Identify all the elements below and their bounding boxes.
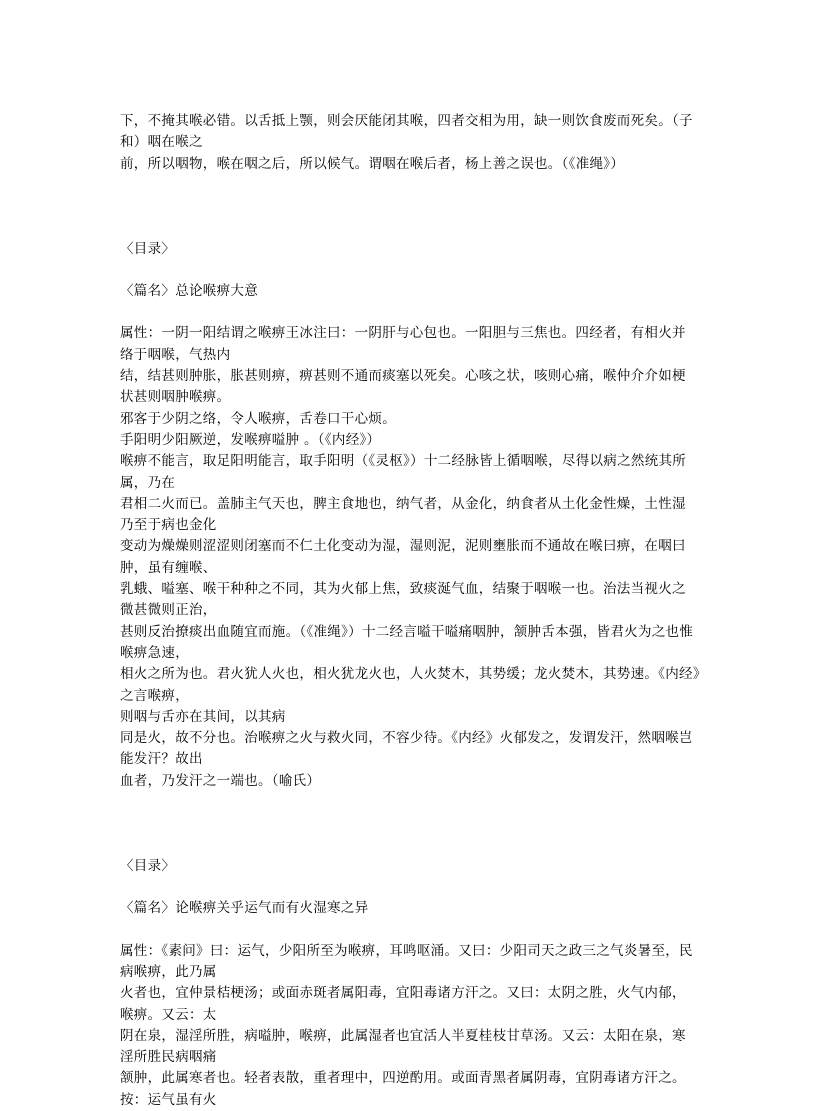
text-line: 邪客于少阴之络，令人喉痹，舌卷口干心烦。	[120, 410, 396, 427]
text-line: 能发汗？故出	[120, 751, 203, 768]
text-line: 火者也，宜仲景桔梗汤；或面赤斑者属阳毒，宜阳毒诸方汗之。又曰：太阴之胜，火气内郁，	[120, 985, 686, 1002]
text-line: 属，乃在	[120, 474, 176, 491]
toc-label: 〈目录〉	[120, 240, 176, 257]
top-fragment	[120, 111, 700, 175]
text-line: 喉痹。又云：太	[120, 1006, 217, 1023]
text-line: 病喉痹，此乃属	[120, 963, 217, 980]
text-line: 相火之所为也。君火犹人火也，相火犹龙火也，人火焚木，其势缓；龙火焚木，其势速。《内经》	[120, 666, 707, 683]
text-line: 下，不掩其喉必错。以舌抵上颚，则会厌能闭其喉，四者交相为用，缺一则饮食废而死矣。（子	[120, 113, 693, 129]
text-line: 按：运气虽有火	[120, 1091, 217, 1108]
text-line: 属性：一阴一阳结谓之喉痹王冰注曰：一阴肝与心包也。一阳胆与三焦也。四经者，有相火并	[120, 325, 686, 342]
text-line: 血者，乃发汗之一端也。（喻氏）	[120, 772, 321, 789]
section-body	[120, 323, 707, 792]
text-line: 微甚微则正治，	[120, 602, 217, 619]
text-line: 阴在泉，湿淫所胜，病嗌肿，喉痹，此属湿者也宜活人半夏桂枝甘草汤。又云：太阳在泉，寒	[120, 1027, 686, 1044]
text-line: 淫所胜民病咽痛	[120, 1049, 217, 1066]
text-line: 结，结甚则肿胀，胀甚则痹，痹甚则不通而痰塞以死矣。心咳之状，咳则心痛，喉仲介介如梗	[120, 368, 686, 385]
text-line: 喉痹不能言，取足阳明能言，取手阳明（《灵枢》）十二经脉皆上循咽喉，尽得以病之然统其所	[120, 453, 687, 470]
text-line: 同是火，故不分也。治喉痹之火与救火同，不容少待。《内经》火郁发之，发谓发汗，然咽喉岂	[120, 730, 693, 747]
text-line: 肿，虽有缠喉、	[120, 559, 217, 576]
text-line: 变动为燥燥则涩涩则闭塞而不仁土化变动为湿，湿则泥，泥则壅胀而不通故在喉曰痹，在咽曰	[120, 538, 686, 555]
section-qi-cycles-throat-bi	[120, 856, 700, 1111]
text-line: 则咽与舌亦在其间，以其病	[120, 708, 286, 725]
text-line: 络于咽喉，气热内	[120, 346, 231, 363]
section-title: 〈篇名〉论喉痹关乎运气而有火湿寒之异	[120, 900, 369, 917]
text-line: 喉痹急速，	[120, 644, 189, 661]
text-line: 颔肿，此属寒者也。轻者表散，重者理中，四逆酌用。或面青黑者属阴毒，宜阴毒诸方汗之。	[120, 1070, 686, 1087]
text-line: 前，所以咽物，喉在咽之后，所以候气。谓咽在喉后者，杨上善之误也。（《准绳》）	[120, 155, 625, 172]
text-line: 乃至于病也金化	[120, 517, 217, 534]
text-line: 乳蛾、嗌塞、喉干种种之不同，其为火郁上焦，致痰涎气血，结聚于咽喉一也。治法当视火之	[120, 581, 686, 598]
document-page	[120, 111, 707, 1111]
text-line: 手阳明少阳厥逆，发喉痹嗌肿 。（《内经》）	[120, 431, 381, 448]
section-body	[120, 941, 700, 1111]
text-line: 甚则反治撩痰出血随宜而施。（《准绳》）十二经言嗌干嗌痛咽肿，颔肿舌本强，皆君火为之也惟	[120, 623, 694, 640]
text-line: 和）咽在喉之	[120, 134, 203, 151]
section-title: 〈篇名〉总论喉痹大意	[120, 283, 258, 300]
text-line: 之言喉痹，	[120, 687, 189, 704]
text-line: 君相二火而已。盖肺主气天也，脾主食地也，纳气者，从金化，纳食者从土化金性燥，土性湿	[120, 495, 686, 512]
text-line: 状甚则咽肿喉痹。	[120, 389, 231, 406]
section-general-throat-bi	[120, 239, 707, 792]
text-line: 属性：《素问》曰：运气，少阳所至为喉痹，耳鸣呕涌。又曰：少阳司天之政三之气炎暑至，民	[120, 942, 693, 959]
toc-label: 〈目录〉	[120, 858, 176, 875]
